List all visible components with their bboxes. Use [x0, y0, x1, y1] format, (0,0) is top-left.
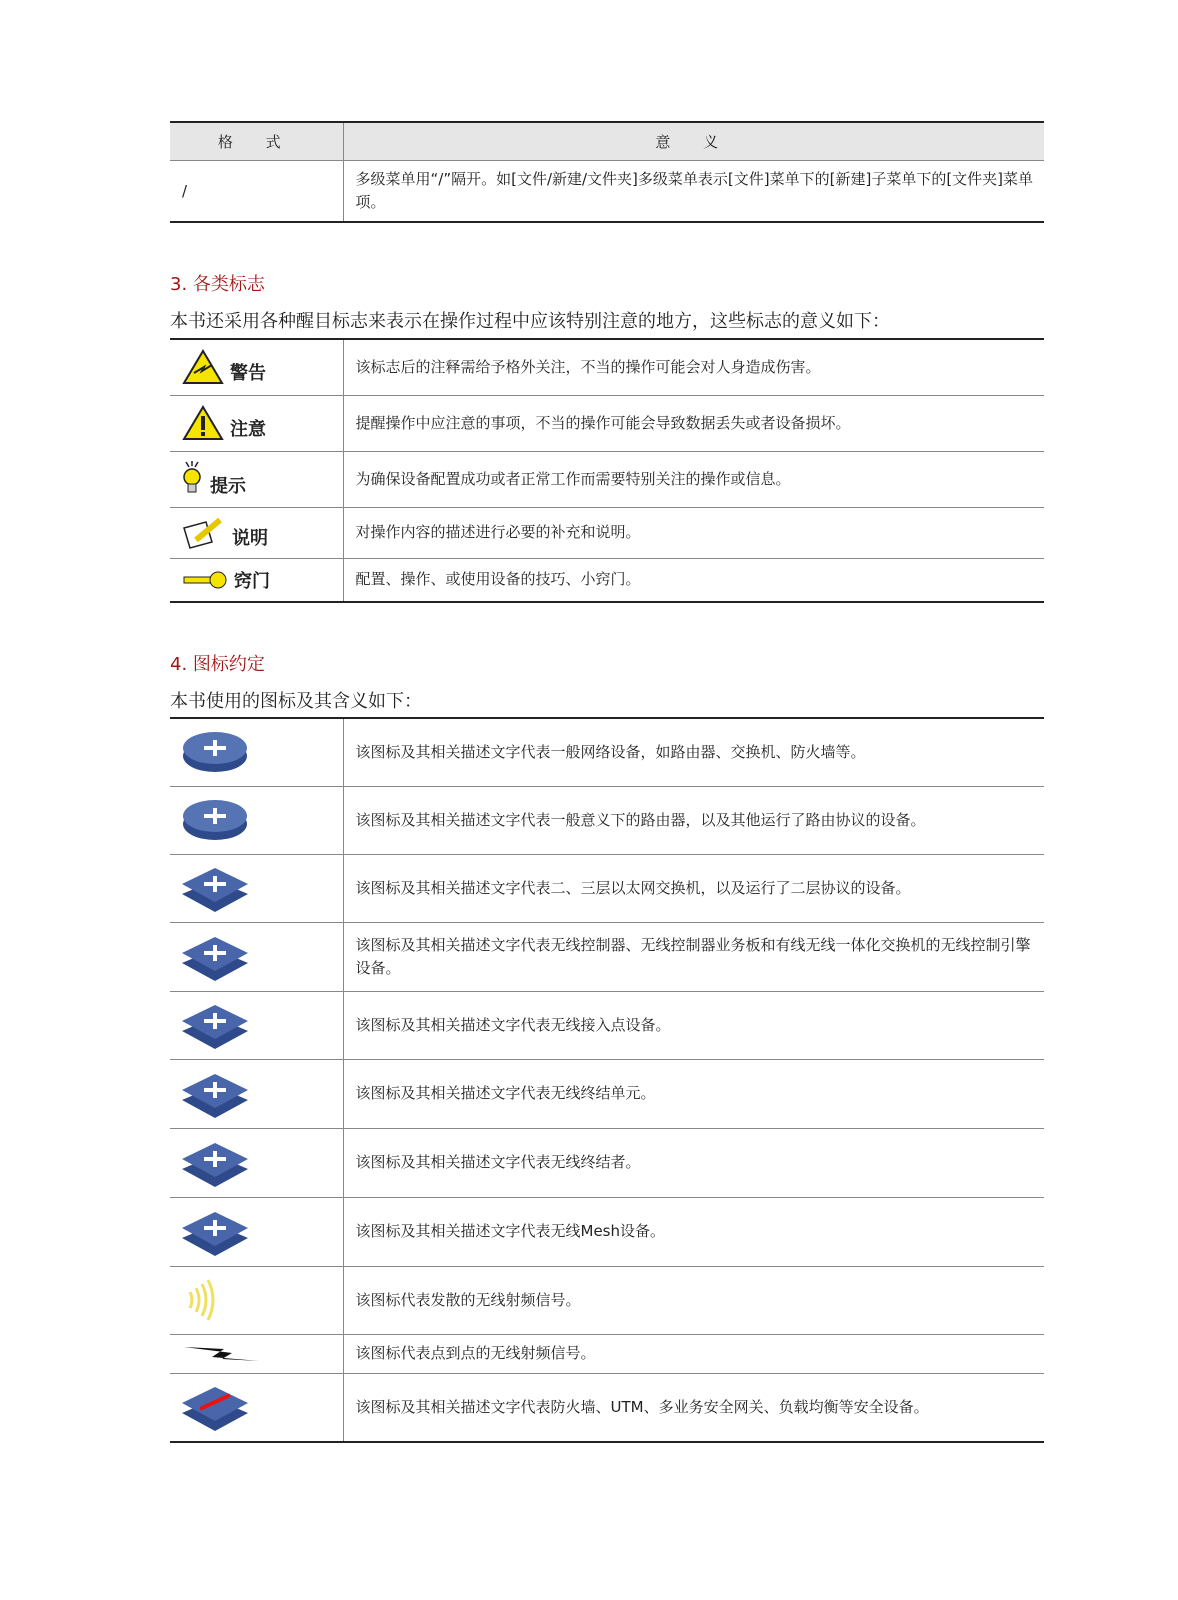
sign-text: 对操作内容的描述进行必要的补充和说明。: [343, 507, 1044, 558]
warning-lightning-icon: [182, 349, 224, 385]
caution-exclamation-icon: [182, 405, 224, 441]
mesh-device-icon: [170, 1206, 343, 1258]
sign-text: 配置、操作、或使用设备的技巧、小窍门。: [343, 558, 1044, 602]
wireless-controller-icon: [170, 931, 343, 983]
wireless-terminator-icon: [170, 1137, 343, 1189]
key-icon: [182, 570, 228, 590]
network-device-icon: [170, 726, 343, 778]
note-pencil-icon: [182, 516, 226, 550]
switch-icon: [170, 862, 343, 914]
icon-description: 该图标代表点到点的无线射频信号。: [343, 1334, 1044, 1373]
section3-title: 3. 各类标志: [170, 274, 265, 295]
signs-table: [170, 338, 1044, 603]
sign-label: 警告: [230, 363, 266, 385]
sign-text: 为确保设备配置成功或者正常工作而需要特别关注的操作或信息。: [343, 451, 1044, 507]
section3-intro: 本书还采用各种醒目标志来表示在操作过程中应该特别注意的地方，这些标志的意义如下：: [170, 311, 890, 332]
security-device-icon: [170, 1381, 343, 1433]
router-icon: [170, 794, 343, 846]
sign-label: 说明: [232, 527, 268, 549]
icon-description: 该图标及其相关描述文字代表一般网络设备，如路由器、交换机、防火墙等。: [343, 718, 1044, 786]
sign-label: 注意: [230, 419, 266, 440]
sign-text: 该标志后的注释需给予格外关注，不当的操作可能会对人身造成伤害。: [343, 339, 1044, 395]
access-point-icon: [170, 999, 343, 1051]
icon-description: 该图标及其相关描述文字代表无线终结单元。: [343, 1059, 1044, 1128]
format-cell: /: [170, 160, 343, 222]
icon-description: 该图标及其相关描述文字代表无线Mesh设备。: [343, 1197, 1044, 1266]
header-meaning: 意 义: [343, 122, 1044, 160]
icon-description: 该图标及其相关描述文字代表无线接入点设备。: [343, 991, 1044, 1059]
lightbulb-icon: [180, 460, 204, 498]
header-format: 格 式: [170, 122, 343, 160]
wireless-terminator-unit-icon: [170, 1068, 343, 1120]
icon-description: 该图标及其相关描述文字代表无线终结者。: [343, 1128, 1044, 1197]
icon-description: 该图标及其相关描述文字代表无线控制器、无线控制器业务板和有线无线一体化交换机的无线控制引擎设备。: [343, 922, 1044, 991]
section4-title: 4. 图标约定: [170, 654, 265, 675]
rf-signal-icon: [170, 1278, 343, 1322]
icon-description: 该图标代表发散的无线射频信号。: [343, 1266, 1044, 1334]
icons-table: [170, 717, 1044, 1443]
p2p-rf-signal-icon: [170, 1343, 343, 1365]
section4-intro: 本书使用的图标及其含义如下：: [170, 691, 422, 712]
icon-description: 该图标及其相关描述文字代表防火墙、UTM、多业务安全网关、负载均衡等安全设备。: [343, 1373, 1044, 1442]
format-table: [170, 121, 1044, 223]
sign-label: 窍门: [234, 570, 270, 592]
sign-label: 提示: [210, 476, 246, 497]
meaning-cell: 多级菜单用“/”隔开。如[文件/新建/文件夹]多级菜单表示[文件]菜单下的[新建]子菜单下的[文件夹]菜单项。: [343, 160, 1044, 222]
sign-text: 提醒操作中应注意的事项，不当的操作可能会导致数据丢失或者设备损坏。: [343, 395, 1044, 451]
icon-description: 该图标及其相关描述文字代表一般意义下的路由器，以及其他运行了路由协议的设备。: [343, 786, 1044, 854]
icon-description: 该图标及其相关描述文字代表二、三层以太网交换机，以及运行了二层协议的设备。: [343, 854, 1044, 922]
